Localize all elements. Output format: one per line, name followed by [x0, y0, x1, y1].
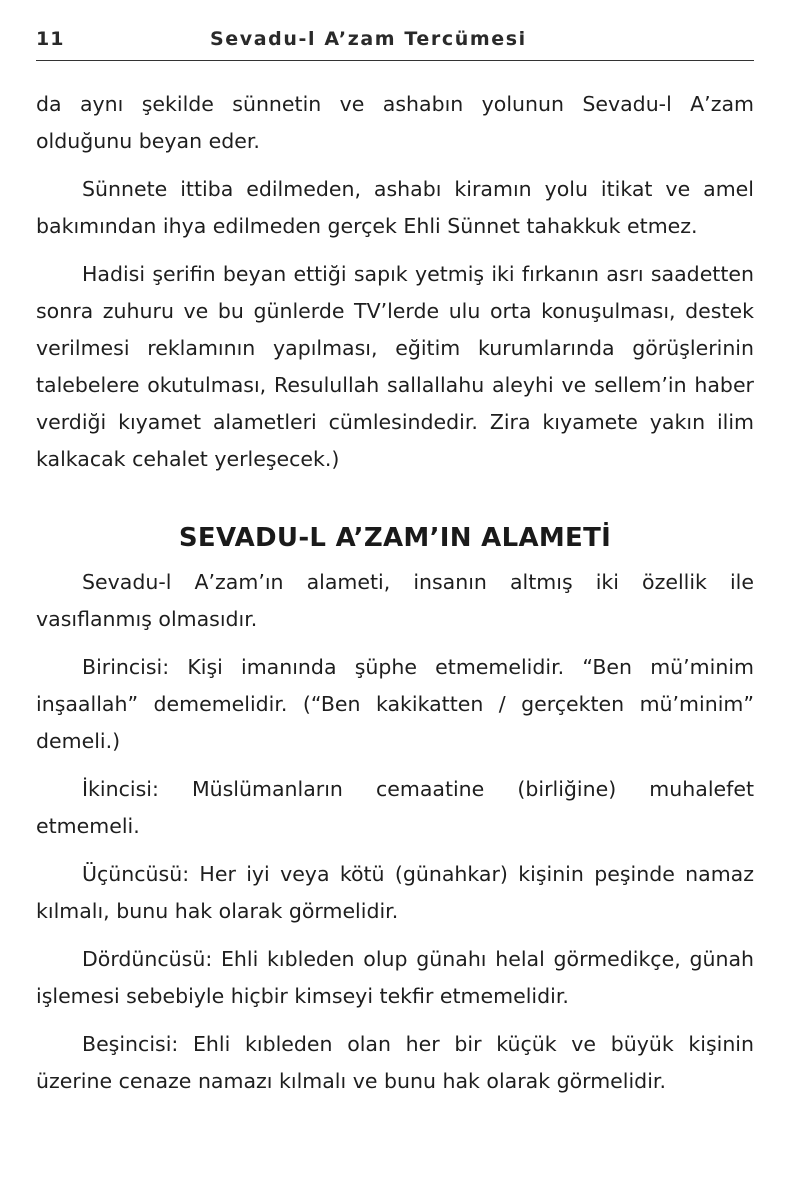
paragraph-hadith: Hadisi şerifin beyan ettiği sapık yetmiş iki fırkanın asrı saadetten sonra zuhuru ve bu günlerde TV’lerde ulu orta konuşulması, destek verilmesi reklamının yapılması, eğitim kurumlarında görüşlerinin talebelere okutulması, Resulullah sallallahu aleyhi ve sellem’in haber verdiği kıyamet alametleri cümlesindedir. Zira kıyamete yakın ilim kalkacak cehalet yerleşecek.) — [36, 262, 754, 471]
page-body — [36, 86, 754, 1111]
paragraph-fifth-sign: Beşincisi: Ehli kıbleden olan her bir küçük ve büyük kişinin üzerine cenaze namazı kılmalı ve bunu hak olarak görmelidir. — [36, 1032, 754, 1093]
paragraph-sunnah: Sünnete ittiba edilmeden, ashabı kiramın yolu itikat ve amel bakımından ihya edilmeden gerçek Ehli Sünnet tahakkuk etmez. — [36, 177, 754, 238]
paragraph-continuation: da aynı şekilde sünnetin ve ashabın yolunun Sevadu-l A’zam olduğunu beyan eder. — [36, 92, 754, 153]
section-heading: SEVADU-L A’ZAM’IN ALAMETİ — [178, 523, 612, 553]
paragraph-second-sign: İkincisi: Müslümanların cemaatine (birliğine) muhalefet etmemeli. — [36, 777, 754, 838]
paragraph-fourth-sign: Dördüncüsü: Ehli kıbleden olup günahı helal görmedikçe, günah işlemesi sebebiyle hiçbir kimseyi tekfir etmemelidir. — [36, 947, 754, 1008]
page-number: 11 — [36, 28, 65, 50]
paragraph-sign-intro: Sevadu-l A’zam’ın alameti, insanın altmış iki özellik ile vasıflanmış olmasıdır. — [36, 570, 754, 631]
paragraph-first-sign: Birincisi: Kişi imanında şüphe etmemelidir. “Ben mü’minim inşaallah” dememelidir. (“Ben kakikatten / gerçekten mü’minim” demeli.) — [36, 655, 754, 753]
paragraph-third-sign: Üçüncüsü: Her iyi veya kötü (günahkar) kişinin peşinde namaz kılmalı, bunu hak olarak görmelidir. — [36, 862, 754, 923]
running-title: Sevadu-l A’zam Tercümesi — [210, 28, 527, 50]
page-header — [36, 26, 754, 61]
